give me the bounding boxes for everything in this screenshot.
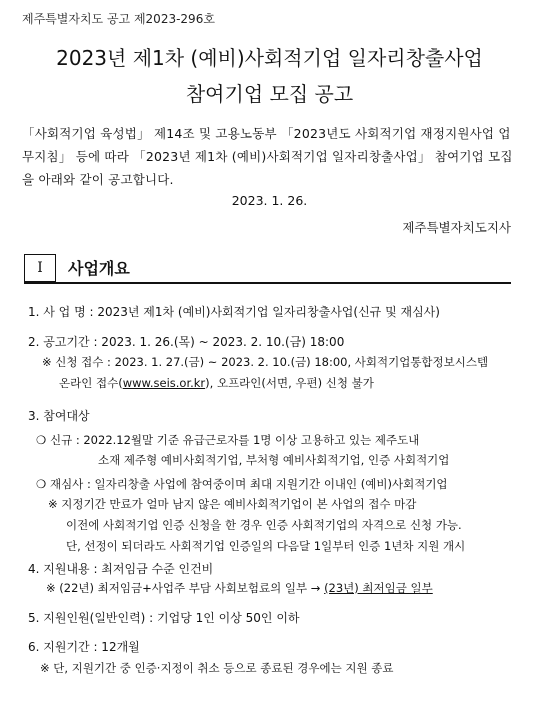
item-duration: 6. 지원기간 : 12개월 — [28, 640, 140, 654]
item-project-name: 1. 사 업 명 : 2023년 제1차 (예비)사회적기업 일자리창출사업(신규 및 재심사) — [28, 305, 440, 319]
item-headcount: 5. 지원인원(일반인력) : 기업당 1인 이상 50인 이하 — [28, 611, 300, 625]
duration-note: ※ 단, 지원기간 중 인증·지정이 취소 등으로 종료된 경우에는 지원 종료 — [40, 661, 394, 675]
note-text: ), 오프라인(서면, 우편) 신청 불가 — [205, 376, 374, 390]
eligibility-note-2: 이전에 사회적기업 인증 신청을 한 경우 인증 사회적기업의 자격으로 신청 가능. — [66, 518, 462, 532]
seis-link[interactable]: www.seis.or.kr — [122, 376, 206, 390]
page-subtitle: 참여기업 모집 공고 — [185, 82, 354, 106]
section-header — [24, 254, 511, 284]
eligibility-review: ❍ 재심사 : 일자리창출 사업에 참여중이며 최대 지원기간 이내인 (예비)사회적기업 — [36, 477, 448, 491]
eligibility-new: ❍ 신규 : 2022.12월말 기준 유급근로자를 1명 이상 고용하고 있는 제주도내 — [36, 433, 420, 447]
section-number: I — [24, 254, 56, 282]
eligibility-new-2: 소재 제주형 예비사회적기업, 부처형 예비사회적기업, 인증 사회적기업 — [98, 453, 450, 467]
note-text: ※ (22년) 최저임금+사업주 부담 사회보험료의 일부 → — [46, 581, 325, 595]
note-underlined: (23년) 최저임금 일부 — [324, 581, 433, 595]
section-title: 사업개요 — [68, 259, 130, 278]
item-period-note-2 — [59, 375, 374, 391]
page-title: 2023년 제1차 (예비)사회적기업 일자리창출사업 — [56, 46, 483, 70]
item-support: 4. 지원내용 : 최저임금 수준 인건비 — [28, 562, 214, 576]
notice-number: 제주특별자치도 공고 제2023-296호 — [22, 12, 215, 26]
intro-paragraph: 「사회적기업 육성법」 제14조 및 고용노동부 「2023년도 사회적기업 재정지원사업 업무지침」 등에 따라 「2023년 제1차 (예비)사회적기업 일자리창출사업」 참여기업 모집을 아래와 같이 공고합니다. — [22, 126, 513, 187]
notice-date: 2023. 1. 26. — [231, 193, 308, 208]
issuer: 제주특별자치도지사 — [402, 220, 511, 235]
item-period-note: ※ 신청 접수 : 2023. 1. 27.(금) ~ 2023. 2. 10.(금) 18:00, 사회적기업통합정보시스템 — [42, 355, 489, 369]
item-eligibility: 3. 참여대상 — [28, 409, 90, 423]
note-text: 온라인 접수( — [59, 376, 123, 390]
eligibility-note-1: ※ 지정기간 만료가 얼마 남지 않은 예비사회적기업이 본 사업의 접수 마감 — [48, 497, 417, 511]
item-period: 2. 공고기간 : 2023. 1. 26.(목) ~ 2023. 2. 10.(금) 18:00 — [28, 335, 345, 349]
support-note — [46, 580, 433, 596]
eligibility-note-3: 단, 선정이 되더라도 사회적기업 인증일의 다음달 1일부터 인증 1년차 지원 개시 — [66, 539, 466, 553]
